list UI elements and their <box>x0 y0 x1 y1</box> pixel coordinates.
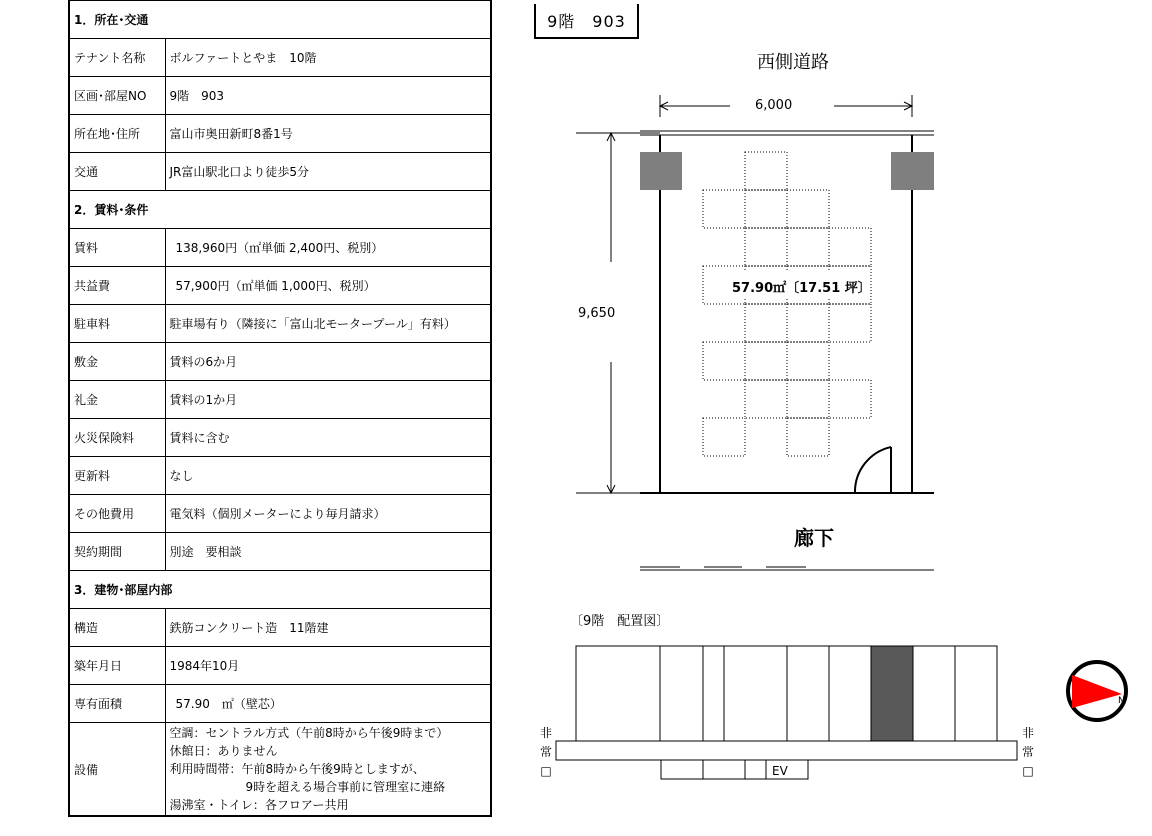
row-value: 1984年10月 <box>165 647 491 685</box>
row-label: 交通 <box>69 153 165 191</box>
ceiling-tile <box>703 342 745 380</box>
door-icon <box>855 447 891 493</box>
floor-unit <box>787 646 829 741</box>
floor-unit <box>703 646 724 741</box>
floor-unit <box>913 646 955 741</box>
corridor-label: 廊下 <box>794 526 834 550</box>
row-label: 共益費 <box>69 267 165 305</box>
row-label: 契約期間 <box>69 533 165 571</box>
ceiling-tile <box>787 228 829 266</box>
row-label: 礼金 <box>69 381 165 419</box>
row-label: 設備 <box>69 723 165 817</box>
pillar-left <box>640 152 682 190</box>
section-heading: 1．所在･交通 <box>69 1 491 39</box>
exit-char: □ <box>540 764 552 778</box>
row-value: 賃料に含む <box>165 419 491 457</box>
equipment-line: 空調：セントラル方式（午前8時から午後9時まで） <box>169 726 449 740</box>
depth-dimension: 9,650 <box>578 306 616 321</box>
ceiling-tile <box>703 190 745 228</box>
row-value: 富山市奥田新町8番1号 <box>165 115 491 153</box>
row-value: 賃料の6か月 <box>165 343 491 381</box>
row-value: 賃料の1か月 <box>165 381 491 419</box>
ceiling-tile <box>829 380 871 418</box>
ceiling-tile <box>745 342 787 380</box>
ceiling-tile <box>787 304 829 342</box>
ceiling-tile <box>745 190 787 228</box>
row-label: 敷金 <box>69 343 165 381</box>
row-label: 火災保険料 <box>69 419 165 457</box>
row-value: 57,900円（㎡単価 1,000円、税別） <box>165 267 491 305</box>
service-room <box>703 760 745 779</box>
equipment-line: 休館日：ありません <box>169 744 278 758</box>
exit-char: 常 <box>1021 745 1034 759</box>
exit-char: 非 <box>1021 726 1034 740</box>
road-label: 西側道路 <box>757 52 829 73</box>
row-label: 区画･部屋NO <box>69 77 165 115</box>
row-label: 更新料 <box>69 457 165 495</box>
elevator-label: EV <box>772 764 788 778</box>
ceiling-tile <box>829 304 871 342</box>
row-value: 138,960円（㎡単価 2,400円、税別） <box>165 229 491 267</box>
ceiling-tile-grid <box>703 152 871 456</box>
row-label: 専有面積 <box>69 685 165 723</box>
layout-title: 〔9階 配置図〕 <box>570 614 670 629</box>
floor-unit <box>576 646 660 741</box>
row-value: 別途 要相談 <box>165 533 491 571</box>
pillar-right <box>891 152 934 190</box>
row-label: その他費用 <box>69 495 165 533</box>
floor-unit <box>829 646 871 741</box>
floor-unit <box>660 646 703 741</box>
section-heading: 3．建物･部屋内部 <box>69 571 491 609</box>
equipment-line: 利用時間帯：午前8時から午後9時としますが、 <box>169 762 425 776</box>
section-heading: 2．賃料･条件 <box>69 191 491 229</box>
row-label: 所在地･住所 <box>69 115 165 153</box>
width-dimension: 6,000 <box>755 98 793 113</box>
unit-903-highlight <box>871 646 913 741</box>
exit-char: 非 <box>539 726 552 740</box>
row-label: テナント名称 <box>69 39 165 77</box>
row-label: 構造 <box>69 609 165 647</box>
row-value: なし <box>165 457 491 495</box>
emergency-exit-right <box>1020 724 1036 781</box>
emergency-exit-left <box>538 724 554 781</box>
exit-char: □ <box>1022 764 1034 778</box>
floor-layout-diagram <box>556 646 1017 779</box>
equipment-line: 9時を超える場合事前に管理室に連絡 <box>245 780 446 794</box>
row-value: 鉄筋コンクリート造 11階建 <box>165 609 491 647</box>
ceiling-tile <box>787 190 829 228</box>
ceiling-tile <box>745 228 787 266</box>
exit-char: 常 <box>539 745 552 759</box>
service-room <box>661 760 703 779</box>
ceiling-tile <box>745 380 787 418</box>
ceiling-tile <box>703 418 745 456</box>
ceiling-tile <box>745 152 787 190</box>
row-value: 駐車場有り（隣接に「富山北モータープール」有料） <box>165 305 491 343</box>
area-label: 57.90㎡〔17.51 坪〕 <box>732 281 871 296</box>
floor-unit <box>955 646 997 741</box>
service-room <box>745 760 766 779</box>
row-label: 駐車料 <box>69 305 165 343</box>
svg-text:N: N <box>1118 696 1125 706</box>
ceiling-tile <box>787 380 829 418</box>
ceiling-tile <box>787 418 829 456</box>
north-arrow-icon <box>1068 662 1126 720</box>
row-value: 57.90 ㎡（壁芯） <box>165 685 491 723</box>
corridor-wall <box>640 567 934 570</box>
row-value: 9階 903 <box>165 77 491 115</box>
ceiling-tile <box>829 228 871 266</box>
ceiling-tile <box>787 342 829 380</box>
floor-badge: 9階 903 <box>534 4 639 39</box>
corridor-strip <box>556 741 1017 760</box>
row-value: ボルファートとやま 10階 <box>165 39 491 77</box>
row-value: 電気料（個別メーターにより毎月請求） <box>165 495 491 533</box>
ceiling-tile <box>745 304 787 342</box>
floor-unit <box>724 646 787 741</box>
row-label: 賃料 <box>69 229 165 267</box>
row-label: 築年月日 <box>69 647 165 685</box>
equipment-line: 湯沸室・トイレ：各フロアー共用 <box>169 798 349 812</box>
row-value: JR富山駅北口より徒歩5分 <box>165 153 491 191</box>
